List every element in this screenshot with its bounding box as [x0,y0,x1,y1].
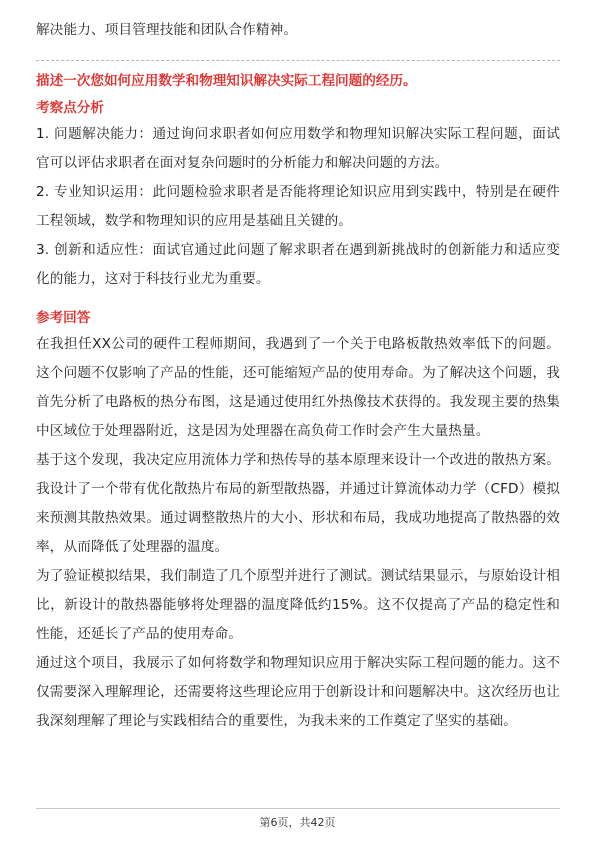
document-page [36,0,560,736]
intro-line: 解决能力、项目管理技能和团队合作精神。 [36,22,298,38]
answer-paragraph: 基于这个发现，我决定应用流体力学和热传导的基本原理来设计一个改进的散热方案。我设计了一个带有优化散热片布局的新型散热器，并通过计算流体动力学（CFD）模拟来预测其散热效果。通过调整散热片的大小、形状和布局，我成功地提高了散热器的效率，从而降低了处理器的温度。 [36,452,560,555]
analysis-item: 3. 创新和适应性：面试官通过此问题了解求职者在遇到新挑战时的创新能力和适应变化的能力，这对于科技行业尤为重要。 [36,242,560,287]
analysis-heading: 考察点分析 [36,100,104,116]
analysis-item: 2. 专业知识运用：此问题检验求职者是否能将理论知识应用到实践中，特别是在硬件工程领域，数学和物理知识的应用是基础且关键的。 [36,184,560,229]
section-divider [36,60,560,61]
analysis-list [36,120,560,294]
answer-paragraph: 在我担任XX公司的硬件工程师期间，我遇到了一个关于电路板散热效率低下的问题。这个问题不仅影响了产品的性能，还可能缩短产品的使用寿命。为了解决这个问题，我首先分析了电路板的热分布图，这是通过使用红外热像技术获得的。我发现主要的热集中区域位于处理器附近，这是因为处理器在高负荷工作时会产生大量热量。 [36,336,560,439]
answer-paragraph: 为了验证模拟结果，我们制造了几个原型并进行了测试。测试结果显示，与原始设计相比，新设计的散热器能够将处理器的温度降低约15%。这不仅提高了产品的稳定性和性能，还延长了产品的使用寿命。 [36,568,560,642]
answer-body [36,330,560,736]
answer-paragraph: 通过这个项目，我展示了如何将数学和物理知识应用于解决实际工程问题的能力。这不仅需要深入理解理论，还需要将这些理论应用于创新设计和问题解决中。这次经历也让我深刻理解了理论与实践相结合的重要性，为我未来的工作奠定了坚实的基础。 [36,655,560,729]
page-number: 第6页，共42页 [259,816,336,829]
answer-heading: 参考回答 [36,310,91,326]
analysis-item: 1. 问题解决能力：通过询问求职者如何应用数学和物理知识解决实际工程问题，面试官可以评估求职者在面对复杂问题时的分析能力和解决问题的方法。 [36,126,560,171]
section-spacer [36,294,560,306]
footer-rule [36,808,560,809]
question-title: 描述一次您如何应用数学和物理知识解决实际工程问题的经历。 [36,73,417,89]
